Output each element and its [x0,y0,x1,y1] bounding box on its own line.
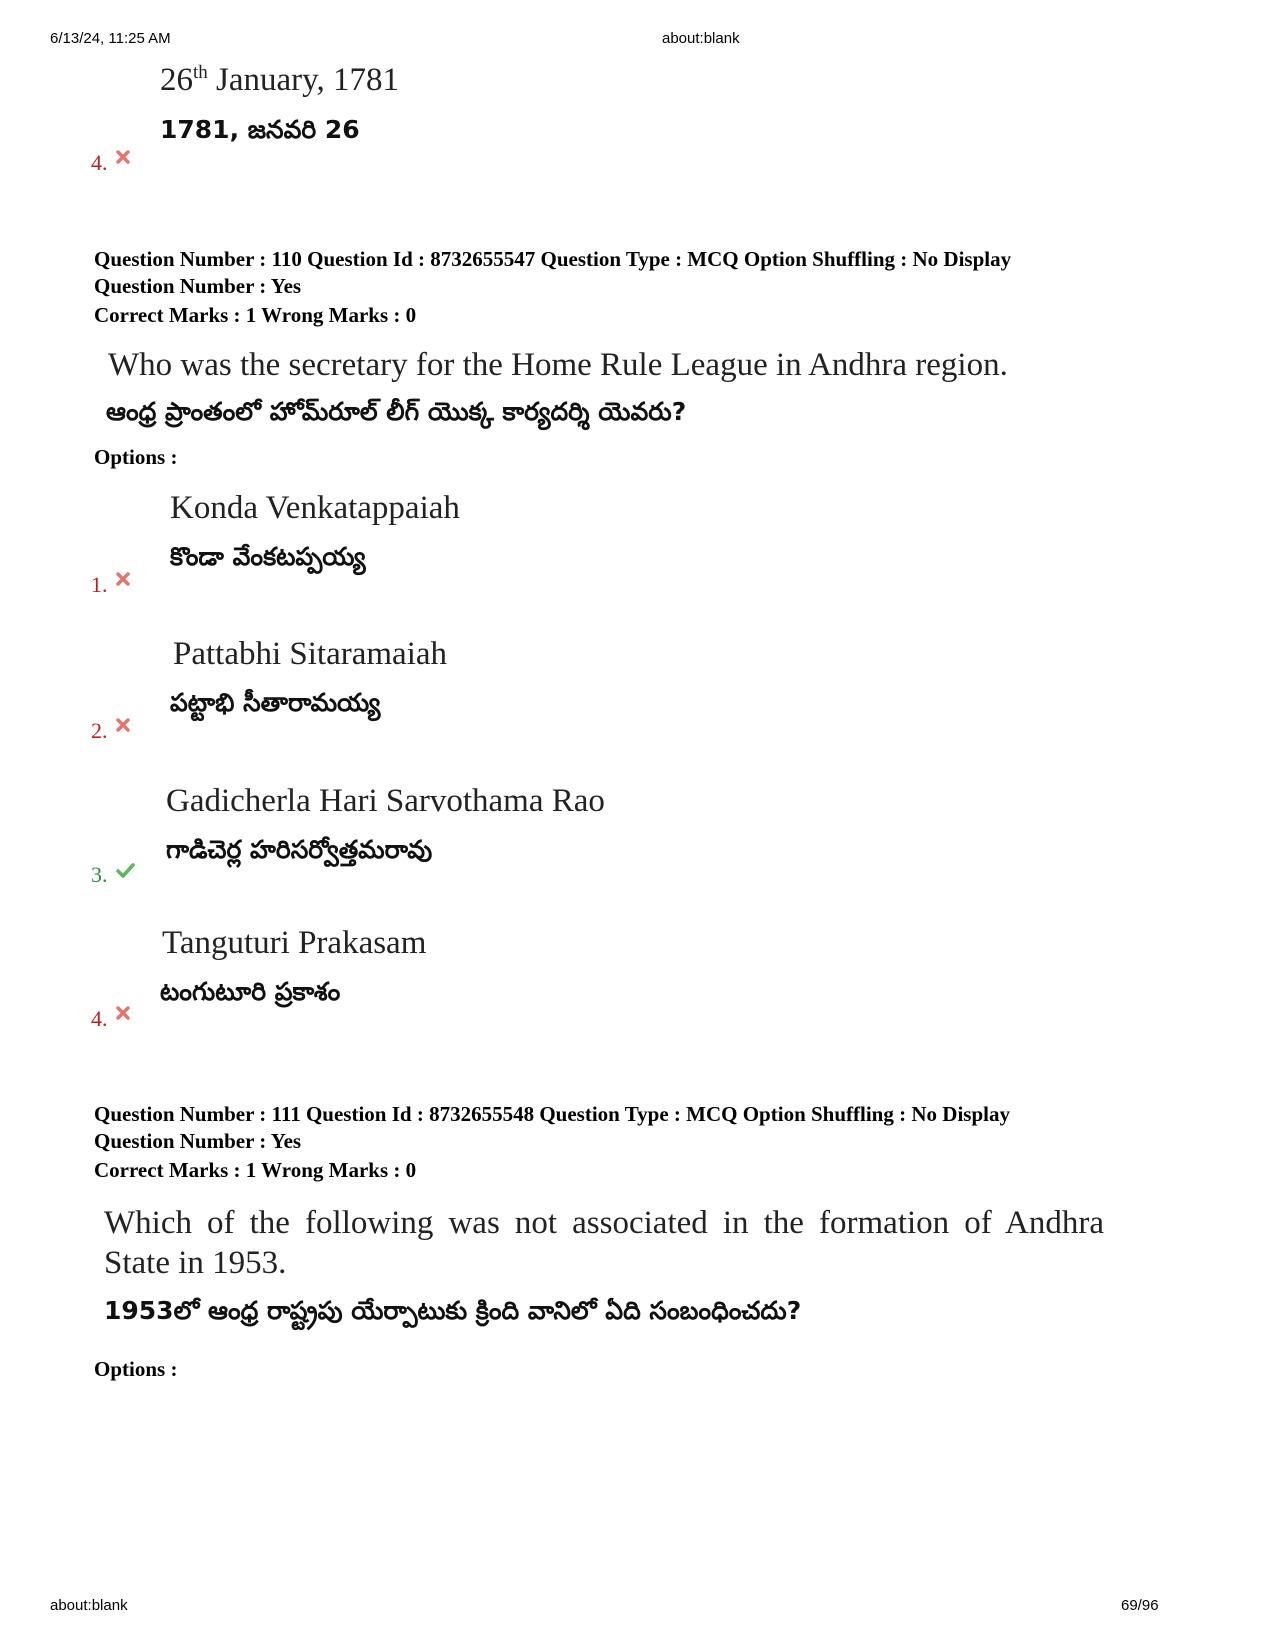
cross-icon [116,572,130,586]
q110-option-3-te: గాడిచెర్ల హరిసర్వోత్తమరావు [166,835,433,864]
q110-option-1-number: 1. [91,572,130,598]
q111-meta-line2: Question Number : Yes [94,1129,302,1153]
q110-option-2-te: పట్టాభి సీతారామయ్య [170,688,381,717]
prev-option-number: 4. [91,150,130,176]
q111-meta-line1: Question Number : 111 Question Id : 8732655548 Question Type : MCQ Option Shuffling : No Display [94,1102,1010,1126]
q110-option-2-number: 2. [91,718,130,744]
q110-option-1-te: కొండా వేంకటప్పయ్య [170,542,366,571]
prev-option-en: 26th January, 1781 [160,62,400,98]
q110-meta [94,246,1214,300]
prev-option-te: 1781, జనవరి 26 [160,115,360,144]
q111-marks: Correct Marks : 1 Wrong Marks : 0 [94,1158,417,1182]
page-number: 69/96 [1121,1597,1159,1614]
q110-text-te: ఆంధ్ర ప్రాంతంలో హోమ్‌రూల్ లీగ్ యొక్క కార్యదర్శి యెవరు? [106,397,687,426]
q111-text-en-line2: State in 1953. [104,1245,287,1281]
q110-marks: Correct Marks : 1 Wrong Marks : 0 [94,303,417,327]
check-icon [116,862,136,880]
q110-text-en: Who was the secretary for the Home Rule League in Andhra region. [108,347,1008,383]
q110-meta-line1: Question Number : 110 Question Id : 8732655547 Question Type : MCQ Option Shuffling : No Display [94,247,1012,271]
q111-text-en-line1: Which of the following was not associated in the formation of Andhra [104,1205,1104,1241]
print-datetime: 6/13/24, 11:25 AM [50,30,171,47]
q111-options-label: Options : [94,1357,178,1381]
q110-option-3-en: Gadicherla Hari Sarvothama Rao [166,783,605,819]
q110-option-1-en: Konda Venkatappaiah [170,490,460,526]
q110-option-4-te: టంగుటూరి ప్రకాశం [160,977,341,1006]
print-url-header: about:blank [662,30,740,47]
cross-icon [116,150,130,164]
q111-meta [94,1101,1214,1155]
q110-option-4-number: 4. [91,1006,130,1032]
q111-text-te: 1953లో ఆంధ్ర రాష్ట్రపు యేర్పాటుకు క్రింది వానిలో ఏది సంబంధించదు? [104,1296,802,1325]
q110-option-4-en: Tanguturi Prakasam [162,925,427,961]
print-url-footer: about:blank [50,1597,128,1614]
q110-meta-line2: Question Number : Yes [94,274,302,298]
q110-options-label: Options : [94,445,178,469]
cross-icon [116,1006,130,1020]
cross-icon [116,718,130,732]
q110-option-3-number: 3. [91,862,136,888]
q110-option-2-en: Pattabhi Sitaramaiah [173,636,448,672]
